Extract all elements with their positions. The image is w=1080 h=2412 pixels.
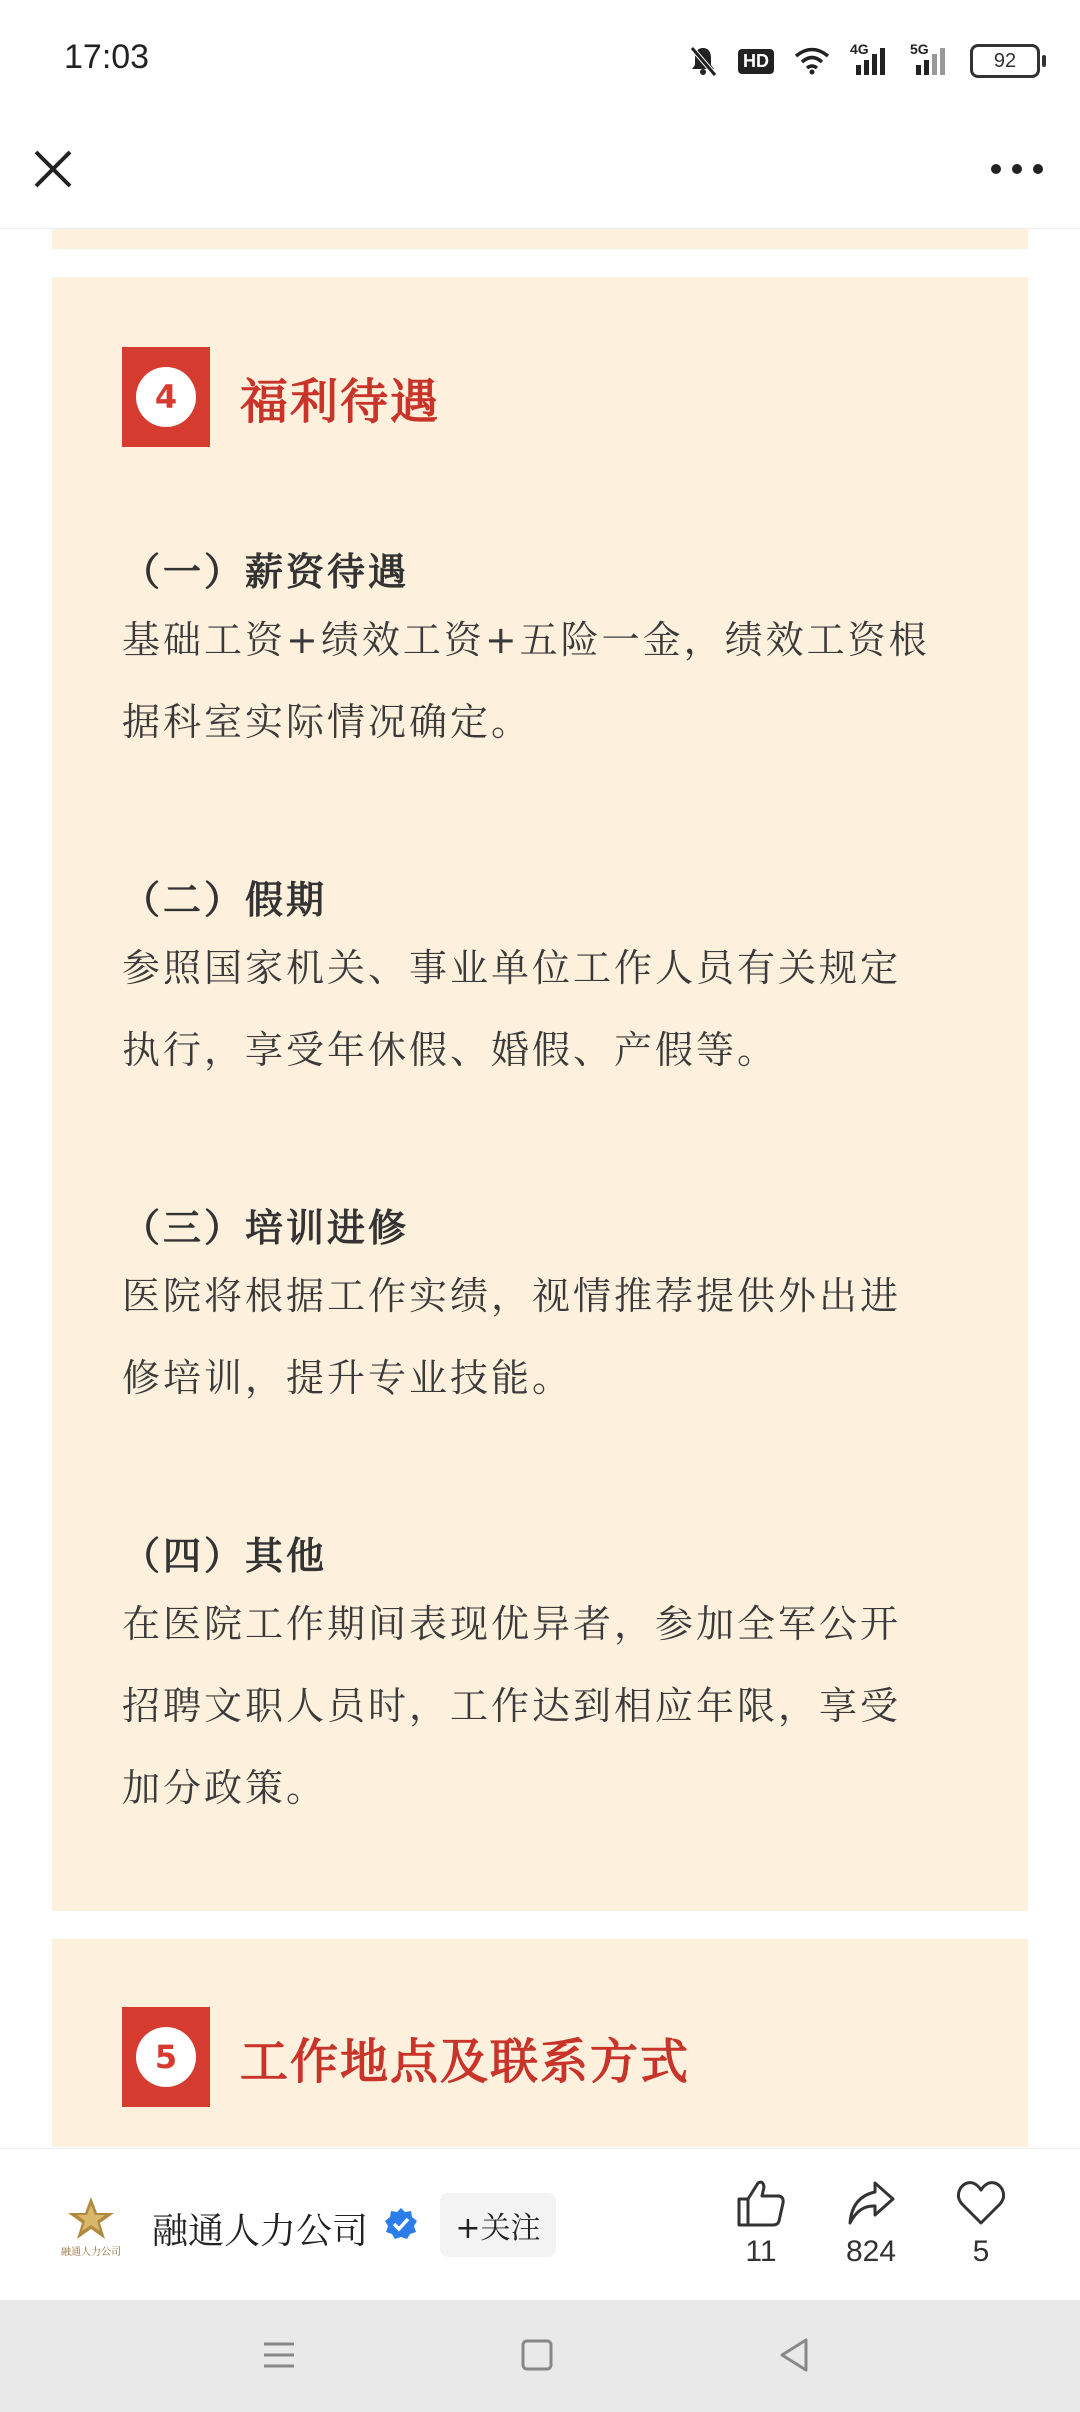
verified-icon [384, 2207, 418, 2241]
paragraph [122, 599, 972, 763]
action-bar [0, 2148, 1080, 2301]
account-logo[interactable] [56, 2193, 126, 2257]
like-button[interactable] [716, 2177, 806, 2269]
paragraph-line: 招聘文职人员时，工作达到相应年限，享受 [122, 1684, 902, 1728]
paragraph-line: 参照国家机关、事业单位工作人员有关规定 [122, 946, 902, 990]
section-number-badge [122, 2007, 210, 2107]
paragraph [122, 1583, 972, 1829]
signal-5g-icon: 5G [910, 45, 950, 77]
paragraph [122, 927, 972, 1091]
section-4-header [122, 347, 440, 447]
paragraph-line: 据科室实际情况确定。 [122, 700, 533, 744]
home-icon[interactable] [512, 2330, 562, 2380]
top-nav [0, 120, 1080, 229]
hd-icon: HD [738, 49, 774, 74]
wifi-icon [794, 47, 830, 75]
section-5-card [52, 1939, 1028, 2147]
share-count: 824 [845, 2235, 897, 2268]
star-logo-icon [56, 2193, 126, 2243]
account-name[interactable]: 融通人力公司 [152, 2211, 369, 2252]
follow-button[interactable]: +关注 [440, 2193, 556, 2257]
paragraph-line: 修培训，提升专业技能。 [122, 1356, 574, 1400]
sub-heading: （三）培训进修 [122, 1206, 410, 1250]
section-title: 福利待遇 [240, 373, 441, 430]
section-title: 工作地点及联系方式 [240, 2033, 691, 2090]
previous-section-card [52, 229, 1028, 249]
battery-icon: 92 [970, 44, 1040, 78]
back-icon[interactable] [770, 2330, 820, 2380]
paragraph-line: 执行，享受年休假、婚假、产假等。 [122, 1028, 779, 1072]
favorite-count: 5 [972, 2235, 990, 2268]
paragraph [122, 1255, 972, 1419]
section-5-header [122, 2007, 690, 2107]
signal-4g-icon: 4G [850, 45, 890, 77]
sub-heading: （二）假期 [122, 878, 328, 922]
system-nav-bar [0, 2300, 1080, 2412]
mute-bell-icon [688, 45, 718, 77]
paragraph-line: 基础工资+绩效工资+五险一金，绩效工资根 [122, 618, 930, 662]
paragraph-line: 医院将根据工作实绩，视情推荐提供外出进 [122, 1274, 902, 1318]
like-count: 11 [745, 2235, 777, 2268]
article-content [0, 229, 1080, 2147]
section-number: 4 [136, 367, 196, 427]
section-4-card [52, 277, 1028, 1911]
close-icon[interactable] [28, 144, 78, 194]
status-icons [688, 40, 1040, 82]
section-number: 5 [136, 2027, 196, 2087]
share-button[interactable] [826, 2177, 916, 2269]
logo-text: 融通人力公司 [61, 2247, 121, 2258]
thumbs-up-icon [735, 2177, 787, 2229]
status-time: 17:03 [64, 38, 150, 76]
favorite-button[interactable] [936, 2177, 1026, 2269]
heart-icon [955, 2177, 1007, 2229]
sub-heading: （四）其他 [122, 1534, 328, 1578]
section-number-badge [122, 347, 210, 447]
paragraph-line: 加分政策。 [122, 1766, 328, 1810]
paragraph-line: 在医院工作期间表现优异者，参加全军公开 [122, 1602, 902, 1646]
share-icon [845, 2177, 897, 2229]
menu-icon[interactable] [254, 2330, 304, 2380]
more-icon[interactable] [982, 144, 1052, 194]
sub-heading: （一）薪资待遇 [122, 550, 410, 594]
status-bar [0, 0, 1080, 120]
